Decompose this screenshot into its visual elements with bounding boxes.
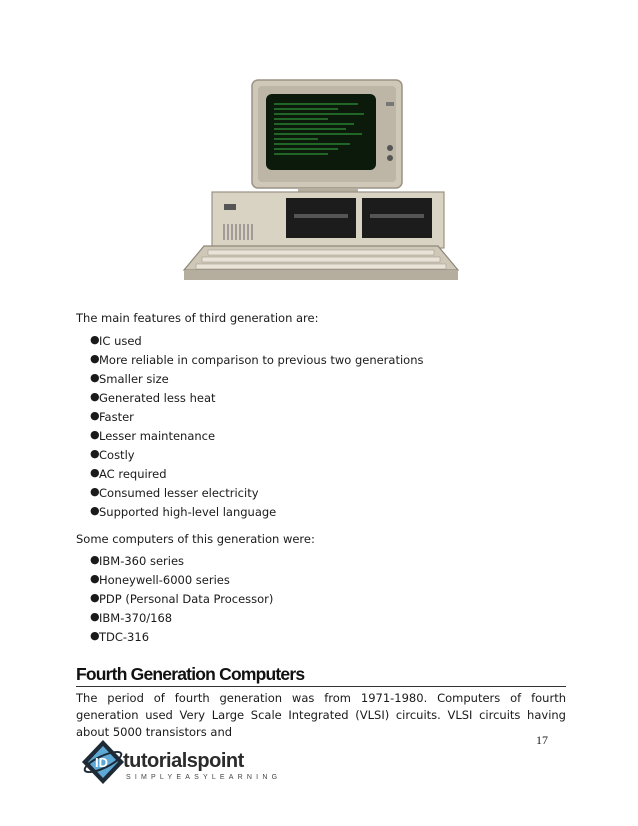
svg-text:ID: ID	[95, 755, 108, 770]
list-item: ● Supported high-level language	[90, 504, 277, 519]
logo-tagline: SIMPLYEASYLEARNING	[126, 774, 282, 781]
computer-image	[178, 74, 460, 286]
list-item: ● Consumed lesser electricity	[90, 485, 259, 500]
bullet-icon: ●	[90, 466, 100, 479]
list-item: ● Lesser maintenance	[90, 428, 216, 443]
bullet-icon: ●	[90, 610, 100, 623]
list-item: ● More reliable in comparison to previous two generations	[90, 352, 424, 367]
list-item: ● IC used	[90, 333, 142, 348]
list-item: ● AC required	[90, 466, 167, 481]
third-gen-features-list	[76, 334, 423, 524]
bullet-icon: ●	[90, 371, 100, 384]
list-item: ● Smaller size	[90, 371, 169, 386]
bullet-icon: ●	[90, 572, 100, 585]
bullet-icon: ●	[90, 447, 100, 460]
list-item: ● IBM-360 series	[90, 553, 185, 568]
list-item: ● Generated less heat	[90, 390, 216, 405]
list-item: ● TDC-316	[90, 629, 150, 644]
third-gen-computers-intro: Some computers of this generation were:	[76, 532, 315, 546]
page-number: 17	[536, 733, 548, 747]
bullet-icon: ●	[90, 504, 100, 517]
third-gen-features-intro: The main features of third generation are:	[76, 311, 319, 325]
bullet-icon: ●	[90, 352, 100, 365]
list-item: ● Costly	[90, 447, 135, 462]
tutorialspoint-logo-icon	[78, 736, 128, 792]
bullet-icon: ●	[90, 591, 100, 604]
third-gen-computers-list	[76, 554, 273, 649]
ibm-pc-illustration	[178, 74, 460, 286]
list-item: ● Faster	[90, 409, 134, 424]
logo-text: tutorialspoint	[123, 750, 244, 772]
bullet-icon: ●	[90, 485, 100, 498]
list-item: ● IBM-370/168	[90, 610, 173, 625]
bullet-icon: ●	[90, 553, 100, 566]
tutorialspoint-logo	[78, 736, 318, 796]
bullet-icon: ●	[90, 333, 100, 346]
list-item: ● PDP (Personal Data Processor)	[90, 591, 274, 606]
bullet-icon: ●	[90, 428, 100, 441]
bullet-icon: ●	[90, 629, 100, 642]
bullet-icon: ●	[90, 409, 100, 422]
fourth-gen-paragraph: The period of fourth generation was from 1971-1980. Computers of fourth generation used Very Large Scale Integrated (VLSI) circuits. VLSI circuits having about 5000 transistors and	[76, 691, 566, 739]
list-item: ● Honeywell-6000 series	[90, 572, 230, 587]
bullet-icon: ●	[90, 390, 100, 403]
section-heading: Fourth Generation Computers	[76, 664, 566, 687]
